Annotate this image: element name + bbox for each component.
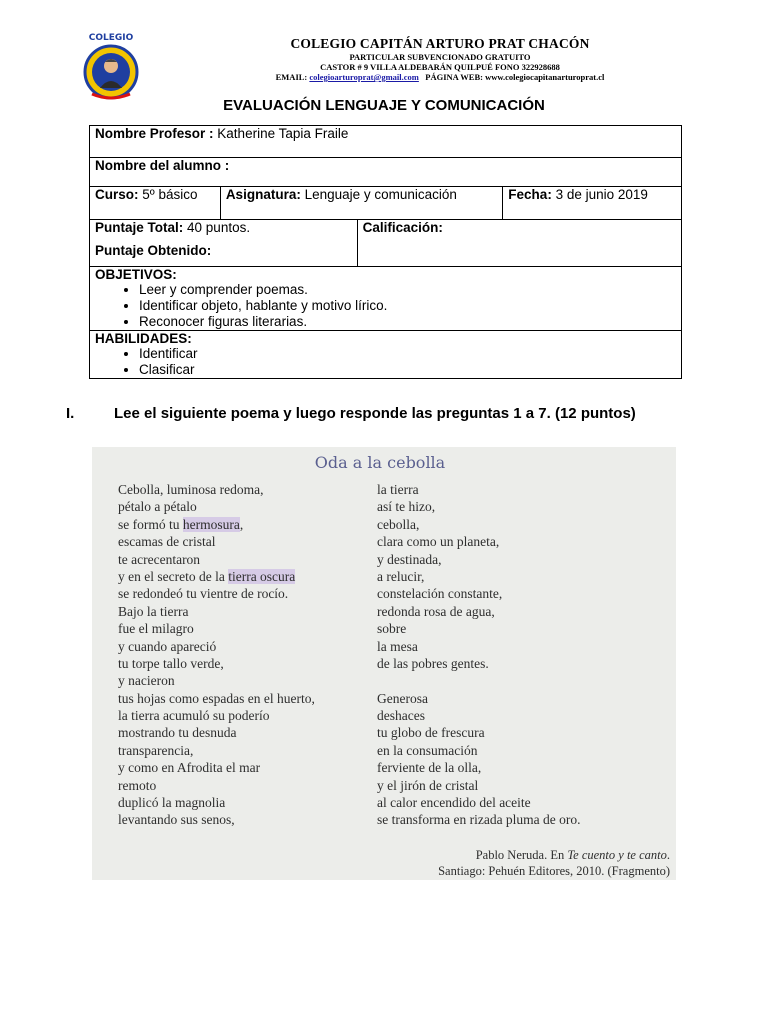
- poem-line-text: ,: [239, 516, 244, 532]
- curso-value: 5º básico: [142, 187, 198, 202]
- poem-line: [118, 568, 315, 585]
- poem-line: transparencia,: [118, 742, 194, 758]
- poem-line-text: se formó tu: [118, 516, 183, 532]
- list-item: • Identificar: [139, 346, 676, 362]
- email-label: EMAIL:: [275, 72, 308, 82]
- puntaje-total-value: 40 puntos.: [187, 220, 251, 235]
- calificacion-label: Calificación:: [362, 220, 443, 235]
- poem-line-text: y en el secreto de la: [118, 568, 229, 584]
- objetivos-label: OBJETIVOS:: [95, 267, 177, 282]
- poem-line: sobre: [377, 621, 407, 637]
- poem-line: y el jirón de cristal: [377, 777, 479, 793]
- puntaje-obtenido-label: Puntaje Obtenido:: [95, 243, 212, 258]
- poem-line: la tierra acumuló su poderío: [118, 708, 270, 724]
- poem-line: te acrecentaron: [118, 551, 201, 567]
- poem-line: [118, 516, 315, 533]
- fecha-cell: [503, 187, 682, 220]
- poem-line: tus hojas como espadas en el huerto,: [118, 690, 315, 706]
- question-text: Lee el siguiente poema y luego responde las preguntas 1 a 7. (12 puntos): [114, 405, 636, 422]
- poem-line: clara como un planeta,: [377, 534, 500, 550]
- poem-line: en la consumación: [377, 742, 478, 758]
- credit-line-1: [438, 847, 670, 863]
- poem-line: y cuando apareció: [118, 638, 217, 654]
- poem-line: escamas de cristal: [118, 534, 216, 550]
- question-number: I.: [66, 405, 75, 422]
- objetivos-cell: [90, 267, 682, 331]
- poem-line: Generosa: [377, 690, 428, 706]
- poem-line: redonda rosa de agua,: [377, 603, 495, 619]
- school-name: COLEGIO CAPITÁN ARTURO PRAT CHACÓN: [290, 36, 590, 51]
- poem-line: pétalo a pétalo: [118, 499, 197, 515]
- poem-line: tu globo de frescura: [377, 725, 485, 741]
- question-1: [66, 404, 686, 424]
- credit-author: Pablo Neruda. En: [475, 848, 568, 862]
- school-logo: [78, 30, 144, 100]
- fecha-label: Fecha:: [508, 187, 552, 202]
- poem-line: y nacieron: [118, 673, 175, 689]
- poem-line: cebolla,: [377, 516, 420, 532]
- poem-line: se redondeó tu vientre de rocío.: [118, 586, 289, 602]
- poem-line: Bajo la tierra: [118, 603, 189, 619]
- poem-line: constelación constante,: [377, 586, 503, 602]
- calificacion-cell: [357, 220, 681, 267]
- asignatura-label: Asignatura:: [225, 187, 301, 202]
- credit-book: Te cuento y te canto: [567, 848, 667, 862]
- asignatura-value: Lenguaje y comunicación: [304, 187, 457, 202]
- poem-line: Cebolla, luminosa redoma,: [118, 482, 264, 497]
- poem-credit: [438, 847, 670, 879]
- poem-line: de las pobres gentes.: [377, 655, 489, 671]
- habilidades-label: HABILIDADES:: [95, 331, 192, 346]
- curso-label: Curso:: [95, 187, 139, 202]
- credit-punct: .: [666, 848, 670, 862]
- profesor-label: Nombre Profesor :: [95, 126, 214, 141]
- page-title: EVALUACIÓN LENGUAJE Y COMUNICACIÓN: [223, 97, 545, 114]
- habilidades-list: [95, 346, 676, 378]
- poem-title: Oda a la cebolla: [314, 453, 446, 472]
- poem-line: deshaces: [377, 708, 425, 724]
- poem-line: tu torpe tallo verde,: [118, 655, 224, 671]
- school-header: [160, 36, 720, 82]
- poem-left-column: [118, 481, 315, 829]
- poem-line: al calor encendido del aceite: [377, 795, 531, 811]
- puntaje-total-label: Puntaje Total:: [95, 220, 184, 235]
- poem-line: fue el milagro: [118, 621, 194, 637]
- stanza-break: [377, 672, 581, 689]
- logo-text: COLEGIO: [88, 33, 134, 43]
- list-item: • Leer y comprender poemas.: [139, 282, 676, 298]
- school-subtitle: PARTICULAR SUBVENCIONADO GRATUITO: [349, 52, 531, 62]
- school-address: CASTOR # 9 VILLA ALDEBARÁN QUILPUÉ FONO 322928688: [320, 62, 560, 72]
- list-item: • Clasificar: [139, 362, 676, 378]
- poem-line: levantando sus senos,: [118, 812, 235, 828]
- list-item: • Reconocer figuras literarias.: [139, 314, 676, 330]
- poem-line: así te hizo,: [377, 499, 436, 515]
- web-address: www.colegiocapitanarturoprat.cl: [485, 72, 605, 82]
- poem-line: y como en Afrodita el mar: [118, 760, 261, 776]
- email-link[interactable]: colegioarturoprat@gmail.com: [309, 72, 419, 82]
- web-label: PÁGINA WEB:: [425, 72, 483, 82]
- curso-cell: [90, 187, 221, 220]
- alumno-cell: [90, 158, 682, 187]
- poem-box: [92, 447, 676, 880]
- list-item: • Identificar objeto, hablante y motivo lírico.: [139, 298, 676, 314]
- poem-line: la mesa: [377, 638, 418, 654]
- poem-line: mostrando tu desnuda: [118, 725, 237, 741]
- puntaje-cell: [90, 220, 358, 267]
- highlighted-word: tierra oscura: [228, 568, 296, 584]
- fecha-value: 3 de junio 2019: [555, 187, 648, 202]
- poem-line: remoto: [118, 777, 157, 793]
- profesor-value: Katherine Tapia Fraile: [217, 126, 349, 141]
- info-table: [89, 125, 682, 379]
- objetivos-list: [95, 282, 676, 330]
- poem-line: se transforma en rizada pluma de oro.: [377, 812, 581, 828]
- profesor-cell: [90, 126, 682, 158]
- poem-line: duplicó la magnolia: [118, 795, 226, 811]
- poem-line: a relucir,: [377, 568, 425, 584]
- habilidades-cell: [90, 331, 682, 379]
- poem-line: la tierra: [377, 482, 419, 497]
- poem-line: ferviente de la olla,: [377, 760, 482, 776]
- credit-line-2: Santiago: Pehuén Editores, 2010. (Fragmento): [438, 864, 670, 878]
- poem-right-column: [377, 481, 581, 829]
- highlighted-word: hermosura: [182, 516, 240, 532]
- school-contact: [160, 72, 720, 82]
- poem-line: y destinada,: [377, 551, 442, 567]
- alumno-label: Nombre del alumno :: [95, 158, 230, 173]
- asignatura-cell: [220, 187, 502, 220]
